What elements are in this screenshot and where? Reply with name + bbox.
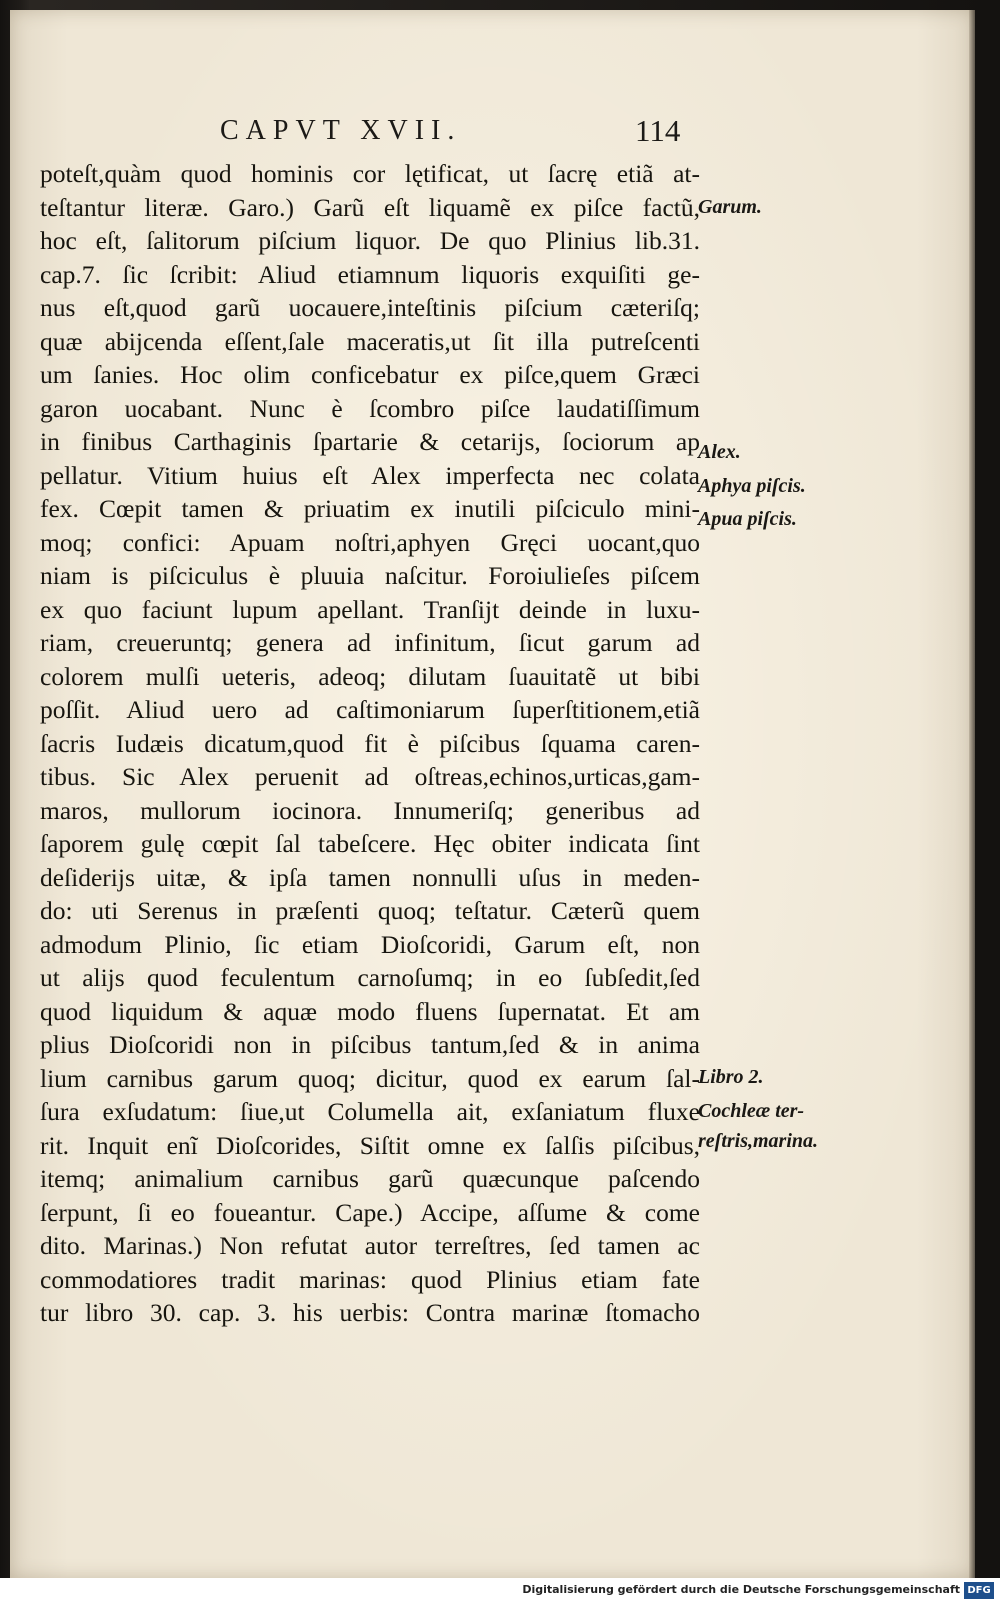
text-line: ſacris Iudæis dicatum,quod fit è piſcibus ſquama caren- bbox=[40, 728, 700, 758]
text-line: quod liquidum & aquæ modo fluens ſupernatat. Et am bbox=[40, 996, 700, 1026]
text-line: ut alijs quod feculentum carnoſumq; in eo ſubſedit,ſed bbox=[40, 963, 700, 992]
page-edge-shadow bbox=[969, 10, 975, 1578]
book-page bbox=[10, 10, 975, 1578]
text-line: pellatur. Vitium huius eſt Alex imperfecta nec colata bbox=[40, 460, 700, 490]
funding-credit: Digitalisierung gefördert durch die Deutsche Forschungsgemeinschaft bbox=[522, 1583, 960, 1596]
text-line: riam, creueruntq; genera ad infinitum, ſicut garum ad bbox=[40, 628, 700, 657]
text-line: moq; confici: Apuam noſtri,aphyen Gręci uocant,quo bbox=[40, 527, 700, 557]
text-line: nus eſt,quod garũ uocauere,inteſtinis piſcium cæteriſq; bbox=[40, 293, 700, 322]
text-line: teſtantur literæ. Garo.) Garũ eſt liquamẽ ex piſce factũ, bbox=[40, 192, 700, 222]
margin-note-aphya: Aphya piſcis. bbox=[698, 475, 806, 497]
running-head bbox=[10, 113, 975, 153]
text-line: colorem mulſi ueteris, adeoq; dilutam ſuauitatẽ ut bibi bbox=[40, 661, 700, 691]
page-number: 114 bbox=[635, 113, 681, 148]
text-line: in finibus Carthaginis ſpartarie & cetarijs, ſociorum ap bbox=[40, 427, 700, 456]
margin-note-terrestris: reſtris,marina. bbox=[698, 1130, 819, 1152]
text-line: cap.7. ſic ſcribit: Aliud etiamnum liquoris exquiſiti ge- bbox=[40, 259, 700, 289]
text-line: tur libro 30. cap. 3. his uerbis: Contra marinæ ſtomacho bbox=[40, 1298, 700, 1327]
margin-note-libro: Libro 2. bbox=[698, 1066, 764, 1088]
text-line: garon uocabant. Nunc è ſcombro piſce laudatiſſimum bbox=[40, 393, 700, 423]
text-line: do: uti Serenus in præſenti quoq; teſtatur. Cæterũ quem bbox=[40, 896, 700, 925]
text-line: plius Dioſcoridi non in piſcibus tantum,ſed & in anima bbox=[40, 1030, 700, 1059]
text-line: ex quo faciunt lupum apellant. Tranſijt deinde in luxu- bbox=[40, 594, 700, 624]
text-line: dito. Marinas.) Non refutat autor terreſtres, ſed tamen ac bbox=[40, 1231, 700, 1260]
margin-note-garum: Garum. bbox=[698, 196, 762, 218]
text-line: rit. Inquit enĩ Dioſcorides, Siſtit omne ex ſalſis piſcibus, bbox=[40, 1130, 700, 1160]
text-line: niam is piſciculus è pluuia naſcitur. Foroiulieſes piſcem bbox=[40, 561, 700, 590]
text-line: lium carnibus garum quoq; dicitur, quod ex earum ſal- bbox=[40, 1063, 700, 1093]
text-line: tibus. Sic Alex peruenit ad oſtreas,echinos,urticas,gam- bbox=[40, 762, 700, 791]
margin-note-apua: Apua piſcis. bbox=[698, 508, 797, 530]
margin-note-cochleae: Cochleæ ter- bbox=[698, 1100, 805, 1122]
text-line: ſerpunt, ſi eo foueantur. Cape.) Accipe, aſſume & come bbox=[40, 1197, 700, 1227]
text-line: ſaporem gulę cœpit ſal tabeſcere. Hęc obiter indicata ſint bbox=[40, 829, 700, 858]
text-line: fex. Cœpit tamen & priuatim ex inutili piſciculo mini- bbox=[40, 494, 700, 523]
text-line: poſſit. Aliud uero ad caſtimoniarum ſuperſtitionem,etiã bbox=[40, 695, 700, 724]
text-line: itemq; animalium carnibus garũ quæcunque paſcendo bbox=[40, 1164, 700, 1193]
text-line: um ſanies. Hoc olim conficebatur ex piſce,quem Græci bbox=[40, 360, 700, 389]
text-line: hoc eſt, ſalitorum piſcium liquor. De quo Plinius lib.31. bbox=[40, 226, 700, 255]
text-line: deſiderijs uitæ, & ipſa tamen nonnulli uſus in meden- bbox=[40, 862, 700, 892]
text-line: maros, mullorum iocinora. Innumeriſq; generibus ad bbox=[40, 795, 700, 825]
text-line: poteſt,quàm quod hominis cor lętificat, ut ſacrę etiã at- bbox=[40, 159, 700, 188]
running-title: CAPVT XVII. bbox=[220, 115, 462, 146]
text-line: quæ abijcenda eſſent,ſale maceratis,ut ſit illa putreſcenti bbox=[40, 326, 700, 356]
text-line: ſura exſudatum: ſiue,ut Columella ait, exſaniatum fluxe bbox=[40, 1097, 700, 1126]
text-line: commodatiores tradit marinas: quod Plinius etiam fate bbox=[40, 1264, 700, 1294]
dfg-logo: DFG bbox=[964, 1582, 994, 1599]
text-line: admodum Plinio, ſic etiam Dioſcoridi, Garum eſt, non bbox=[40, 929, 700, 959]
digitization-footer bbox=[0, 1578, 1000, 1604]
main-text-block bbox=[40, 157, 700, 1330]
margin-note-alex: Alex. bbox=[698, 441, 741, 463]
